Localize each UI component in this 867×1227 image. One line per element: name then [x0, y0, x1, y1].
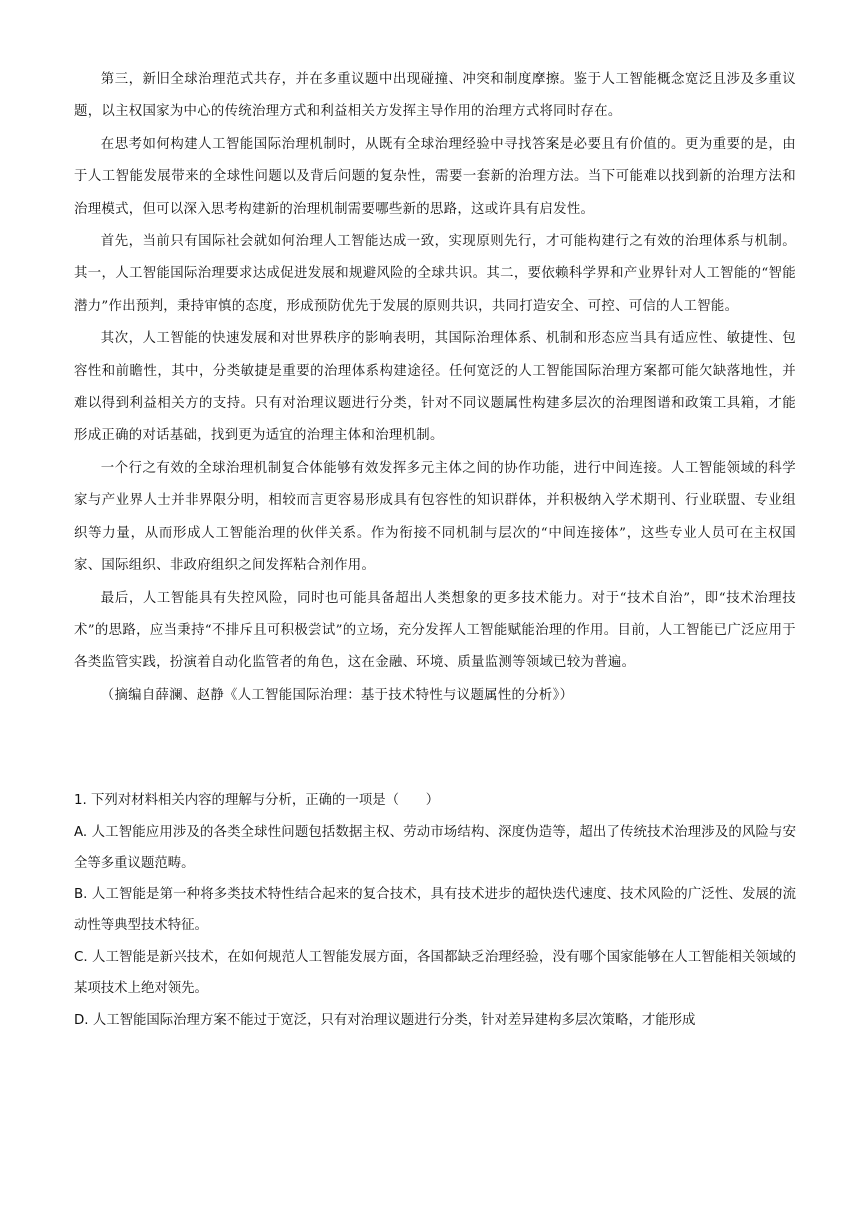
passage-paragraph-6: 最后，人工智能具有失控风险，同时也可能具备超出人类想象的更多技术能力。对于“技术自治”，即“技术治理技术”的思路，应当秉持“不排斥且可积极尝试”的立场，充分发挥人工智能赋能治理的作用。目前，人工智能已广泛应用于各类监管实践，扮演着自动化监管者的角色，这在金融、环境、质量监测等领域已较为普遍。 — [74, 590, 796, 671]
reading-passage — [74, 64, 796, 712]
option-c: C. 人工智能是新兴技术，在如何规范人工智能发展方面，各国都缺乏治理经验，没有哪个国家能够在人工智能相关领域的某项技术上绝对领先。 — [74, 949, 796, 996]
question-stem: 1. 下列对材料相关内容的理解与分析，正确的一项是（ ） — [74, 793, 440, 808]
passage-paragraph-5: 一个行之有效的全球治理机制复合体能够有效发挥多元主体之间的协作功能，进行中间连接。人工智能领域的科学家与产业界人士并非界限分明，相较而言更容易形成具有包容性的知识群体，并积极纳入学术期刊、行业联盟、专业组织等力量，从而形成人工智能治理的伙伴关系。作为衔接不同机制与层次的“中间连接体”，这些专业人员可在主权国家、国际组织、非政府组织之间发挥粘合剂作用。 — [74, 460, 796, 574]
option-d: D. 人工智能国际治理方案不能过于宽泛，只有对治理议题进行分类，针对差异建构多层次策略，才能形成 — [74, 1012, 696, 1028]
option-b: B. 人工智能是第一种将多类技术特性结合起来的复合技术，具有技术进步的超快迭代速度、技术风险的广泛性、发展的流动性等典型技术特征。 — [74, 887, 796, 934]
passage-paragraph-4: 其次，人工智能的快速发展和对世界秩序的影响表明，其国际治理体系、机制和形态应当具有适应性、敏捷性、包容性和前瞻性，其中，分类敏捷是重要的治理体系构建途径。任何宽泛的人工智能国际治理方案都可能欠缺落地性，并难以得到利益相关方的支持。只有对治理议题进行分类，针对不同议题属性构建多层次的治理图谱和政策工具箱，才能形成正确的对话基础，找到更为适宜的治理主体和治理机制。 — [74, 331, 796, 444]
passage-paragraph-2: 在思考如何构建人工智能国际治理机制时，从既有全球治理经验中寻找答案是必要且有价值的。更为重要的是，由于人工智能发展带来的全球性问题以及背后问题的复杂性，需要一套新的治理方法。当下可能难以找到新的治理方法和治理模式，但可以深入思考构建新的治理机制需要哪些新的思路，这或许具有启发性。 — [74, 136, 796, 217]
question-block — [74, 786, 796, 1037]
option-a: A. 人工智能应用涉及的各类全球性问题包括数据主权、劳动市场结构、深度伪造等，超出了传统技术治理涉及的风险与安全等多重议题范畴。 — [74, 824, 796, 871]
passage-paragraph-1: 第三，新旧全球治理范式共存，并在多重议题中出现碰撞、冲突和制度摩擦。鉴于人工智能概念宽泛且涉及多重议题，以主权国家为中心的传统治理方式和利益相关方发挥主导作用的治理方式将同时存在。 — [74, 72, 796, 120]
source-citation: （摘编自薛澜、赵静《人工智能国际治理：基于技术特性与议题属性的分析》） — [100, 687, 574, 703]
passage-paragraph-3: 首先，当前只有国际社会就如何治理人工智能达成一致，实现原则先行，才可能构建行之有效的治理体系与机制。其一，人工智能国际治理要求达成促进发展和规避风险的全球共识。其二，要依赖科学界和产业界针对人工智能的“智能潜力”作出预判，秉持审慎的态度，形成预防优先于发展的原则共识，共同打造安全、可控、可信的人工智能。 — [74, 234, 796, 314]
